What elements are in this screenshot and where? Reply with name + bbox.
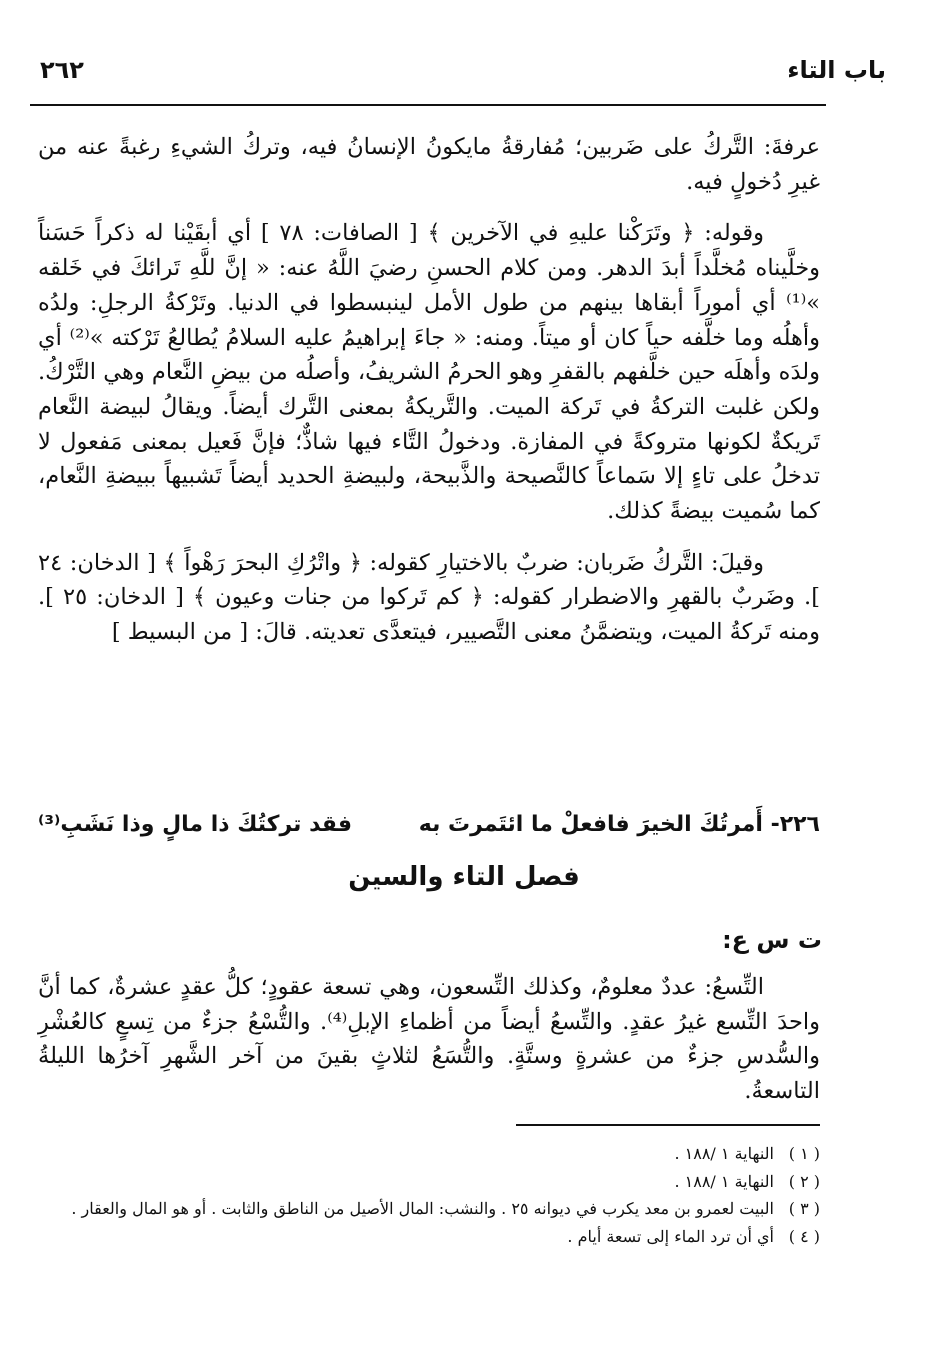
footnote-number: ( ٣ ) xyxy=(788,1199,820,1218)
paragraph-tis: التِّسعُ: عددٌ معلومٌ، وكذلك التِّسعون، وهي تسعة عقودٍ؛ كلُّ عقدٍ عشرةٌ، كما أنَّ واحدَ التِّسع غيرُ عقدٍ. والتِّسعُ أيضاً من أظماءِ الإبلِ⁽⁴⁾. والتُّسْعُ جزءٌ من تِسعٍ كالعُشْرِ والسُّدسِ جزءٌ من عشرةٍ وستَّةٍ. والتُّسَعُ لثلاثٍ بقينَ من آخر الشَّهرِ آخرُها الليلةُ التاسعةُ. xyxy=(38,974,820,1105)
header-rule xyxy=(30,104,826,106)
footnote-number: ( ٤ ) xyxy=(788,1226,820,1246)
paragraph-tarakna: وقوله: ﴿ وتَرَكْنا عليهِ في الآخرين ﴾ [ الصافات: ٧٨ ] أي أبقَيْنا له ذكراً حَسَناً وخلَّيناه مُخلَّداً أبدَ الدهر. ومن كلام الحسنِ رضيَ اللَّهُ عنه: « إنَّ للَّهِ تَرائكَ في خَلقه »⁽¹⁾ أي أموراً أبقاها بينهم من طول الأمل لينبسطوا في الدنيا. وتَرْكةُ الرجلِ: ولدُه وأهلُه وما خلَّفه حياً كان أو ميتاً. ومنه: « جاءَ إبراهيمُ عليه السلامُ يُطالعُ تَرْكته »⁽²⁾ أي ولدَه وأهلَه حين خلَّفهم بالقفرِ وهو الحرمُ الشريفُ، وأصلُه من بيضِ النَّعام وهي التَّرْكُ. ولكن غلبت التركةُ في تَركة الميت. والتَّريكةُ بمعنى التَّرك أيضاً. ويقالُ لبيضة النَّعام تَريكةٌ لكونها متروكةً في المفازة. ودخولُ التَّاء فيها شاذٌّ؛ فإنَّ فَعيل بمعنى مَفعول لا تدخلُ على تاءٍ إلا سَماعاً كالنَّصيحة والذَّبيحة، ولبيضةِ الحديد أيضاً تَشبيهاً ببيضةِ النَّعام، كما سُميت بيضةً كذلك. xyxy=(38,220,821,525)
verse-second-hemistich: فقد تركتُكَ ذا مالٍ وذا نَشَبِ⁽³⁾ xyxy=(38,812,353,837)
footnote-item xyxy=(38,1168,820,1196)
footnotes xyxy=(38,1140,820,1250)
verse-first-hemistich: ٢٢٦- أَمرتُكَ الخيرَ فافعلْ ما ائتَمرتَ به xyxy=(418,812,820,837)
page-number: ٢٦٢ xyxy=(40,56,84,84)
footnote-rule xyxy=(516,1124,820,1126)
footnote-item xyxy=(38,1223,820,1251)
footnote-text: النهاية ١ /١٨٨ . xyxy=(674,1144,774,1163)
footnote-text: البيت لعمرو بن معد يكرب في ديوانه ٢٥ . والنشب: المال الأصيل من الناطق والثابت . أو هو المال والعقار . xyxy=(71,1199,774,1218)
verse-line xyxy=(38,812,820,837)
main-text xyxy=(38,130,820,650)
section-title: فصل التاء والسين xyxy=(348,862,580,892)
footnote-text: النهاية ١ /١٨٨ . xyxy=(674,1171,774,1191)
paragraph-qila: وقيلَ: التَّركُ ضَربان: ضربٌ بالاختيارِ كقوله: ﴿ واتْرُكِ البحرَ رَهْواً ﴾ [ الدخان: ٢٤ ]. وضَربٌ بالقهرِ والاضطرار كقوله: ﴿ كم تَركوا من جنات وعيون ﴾ [ الدخان: ٢٥ ]. ومنه تَركةُ الميت، ويتضمَّنُ معنى التَّصيير، فيتعدَّى تعديته. قالَ: [ من البسيط ] xyxy=(38,549,820,646)
footnote-number: ( ٢ ) xyxy=(788,1171,820,1191)
root-heading: ت س ع: xyxy=(722,926,822,954)
footnote-text: أي أن ترد الماء إلى تسعة أيام . xyxy=(567,1226,774,1246)
footnote-item xyxy=(38,1195,820,1223)
root-text xyxy=(38,970,820,1109)
footnote-item xyxy=(38,1140,820,1168)
footnote-number: ( ١ ) xyxy=(788,1144,820,1163)
paragraph-urfa: عرفةَ: التَّركُ على ضَربين؛ مُفارقةُ مايكونُ الإنسانُ فيه، وتركُ الشيءِ رغبةً عنه من غيرِ دُخولٍ فيه. xyxy=(38,134,820,195)
chapter-title: باب التاء xyxy=(787,56,886,84)
